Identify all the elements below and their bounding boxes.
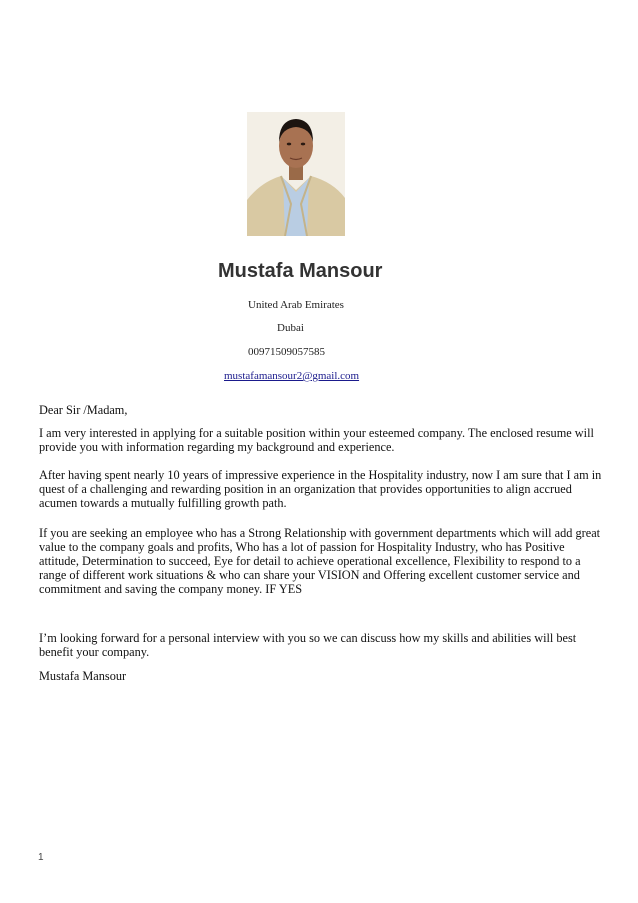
city-text: Dubai — [277, 322, 304, 334]
profile-photo — [247, 112, 345, 236]
page-number: 1 — [38, 852, 44, 863]
paragraph-intro: I am very interested in applying for a suitable position within your esteemed company. The enclosed resume will provide you with information regarding my background and experience. — [39, 426, 594, 454]
country-text: United Arab Emirates — [248, 299, 344, 311]
phone-text: 00971509057585 — [248, 346, 325, 358]
email-link[interactable]: mustafamansour2@gmail.com — [224, 370, 360, 382]
paragraph-qualities: If you are seeking an employee who has a Strong Relationship with government departments which will add great value to the company goals and profits, Who has a lot of passion for Hospitality Industry, who has Positive attitude, Determination to succeed, Eye for detail to achieve operational excellence, Flexibility to respond to a range of different work situations & who can share your VISION and Offering excellent customer service and commitment and saving the company money. IF YES — [39, 526, 601, 596]
signature: Mustafa Mansour — [39, 669, 127, 683]
applicant-name: Mustafa Mansour — [218, 260, 383, 282]
paragraph-closing: I’m looking forward for a personal interview with you so we can discuss how my skills and abilities will best benefit your company. — [39, 631, 577, 659]
portrait-image — [247, 112, 345, 236]
paragraph-experience: After having spent nearly 10 years of impressive experience in the Hospitality industry, now I am sure that I am in quest of a challenging and rewarding position in an organization that provides opportunities to align accrued acumen towards a mutually fulfilling growth path. — [39, 468, 602, 510]
salutation: Dear Sir /Madam, — [39, 403, 128, 417]
